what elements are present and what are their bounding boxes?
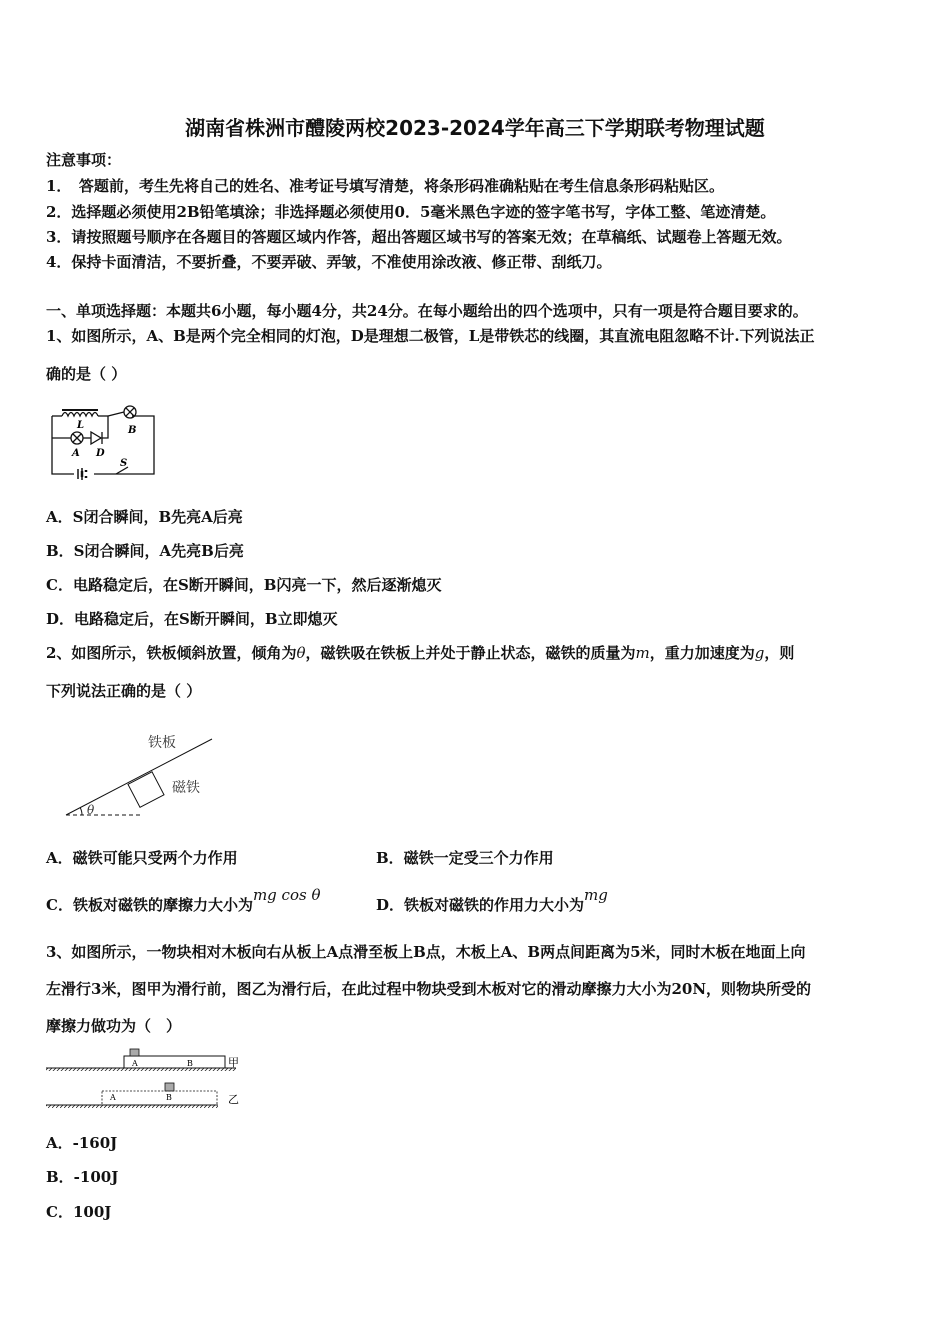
q2-stem-line1 [46, 643, 794, 663]
q3-stem-line3: 摩擦力做功为（ ） [46, 1017, 182, 1035]
q1-option-c: C．电路稳定后，在S断开瞬间，B闪亮一下，然后逐渐熄灭 [46, 576, 442, 594]
q2-option-c-formula: mg cos θ [252, 886, 321, 904]
q1-stem-line1: 1、如图所示，A、B是两个完全相同的灯泡，D是理想二极管，L是带铁芯的线圈，其直流电阻忽略不计.下列说法正 [46, 327, 815, 345]
q1-option-d: D．电路稳定后，在S断开瞬间，B立即熄灭 [46, 610, 338, 628]
q1-option-b: B．S闭合瞬间，A先亮B后亮 [46, 542, 244, 560]
q2-stem-part4: ，则 [764, 644, 795, 662]
q3-label-A-after: A [110, 1093, 116, 1102]
q1-label-S: S [120, 458, 128, 469]
q3-stem-line2: 左滑行3米，图甲为滑行前，图乙为滑行后，在此过程中物块受到木板对它的滑动摩擦力大小为20N，则物块所受的 [46, 980, 812, 998]
q3-label-A-before: A [132, 1059, 138, 1068]
q2-label-angle: θ [87, 803, 95, 817]
q1-label-B: B [128, 425, 137, 436]
notice-item-1: 1． 答题前，考生先将自己的姓名、准考证号填写清楚，将条形码准确粘贴在考生信息条形码粘贴区。 [46, 177, 724, 195]
q2-option-c [46, 886, 321, 915]
q2-label-magnet: 磁铁 [172, 780, 200, 796]
q2-stem-part2: ，磁铁吸在铁板上并处于静止状态，磁铁的质量为 [305, 644, 636, 662]
q3-board-figure [44, 1044, 244, 1114]
q1-stem-line2: 确的是（ ） [46, 365, 127, 383]
notice-item-3: 3．请按照题号顺序在各题目的答题区域内作答，超出答题区域书写的答案无效；在草稿纸、试题卷上答题无效。 [46, 228, 792, 246]
section-heading: 一、单项选择题：本题共6小题，每小题4分，共24分。在每小题给出的四个选项中，只有一项是符合题目要求的。 [46, 302, 808, 320]
q3-label-jia: 甲 [228, 1056, 239, 1069]
notice-heading: 注意事项： [46, 151, 122, 169]
q2-option-b: B．磁铁一定受三个力作用 [376, 849, 554, 867]
q3-label-B-after: B [166, 1093, 172, 1102]
page-title: 湖南省株洲市醴陵两校2023-2024学年高三下学期联考物理试题 [185, 116, 765, 140]
q3-label-B-before: B [187, 1059, 193, 1068]
q2-stem-line2: 下列说法正确的是（ ） [46, 682, 202, 700]
q1-label-D: D [96, 448, 105, 459]
q2-gravity-symbol: g [754, 644, 765, 662]
q2-option-d-formula: mg [584, 886, 608, 904]
q3-stem-line1: 3、如图所示，一物块相对木板向右从板上A点滑至板上B点，木板上A、B两点间距离为5米，同时木板在地面上向 [46, 943, 806, 961]
notice-item-4: 4．保持卡面清洁，不要折叠，不要弄破、弄皱，不准使用涂改液、修正带、刮纸刀。 [46, 253, 612, 271]
q3-option-c: C．100J [46, 1203, 112, 1221]
q3-option-a: A．-160J [46, 1134, 118, 1152]
q1-label-A: A [72, 448, 80, 459]
q2-option-c-text: C．铁板对磁铁的摩擦力大小为 [46, 896, 253, 914]
q2-incline-figure [60, 725, 225, 820]
q2-option-d-text: D．铁板对磁铁的作用力大小为 [376, 896, 585, 914]
q2-option-a: A．磁铁可能只受两个力作用 [46, 849, 238, 867]
q2-option-d [376, 886, 608, 915]
q2-stem-part3: ，重力加速度为 [649, 644, 755, 662]
notice-item-2: 2．选择题必须使用2B铅笔填涂；非选择题必须使用0．5毫米黑色字迹的签字笔书写，字体工整、笔迹清楚。 [46, 203, 776, 221]
q1-option-a: A．S闭合瞬间，B先亮A后亮 [46, 508, 243, 526]
q2-theta: θ [296, 644, 306, 662]
q1-label-L: L [77, 420, 85, 431]
q3-label-yi: 乙 [228, 1093, 239, 1106]
q1-circuit-figure [44, 398, 169, 480]
q2-stem-part1: 2、如图所示，铁板倾斜放置，倾角为 [46, 644, 297, 662]
q2-mass-symbol: m [635, 644, 650, 662]
q2-label-plate: 铁板 [148, 735, 176, 751]
q3-option-b: B．-100J [46, 1168, 119, 1186]
